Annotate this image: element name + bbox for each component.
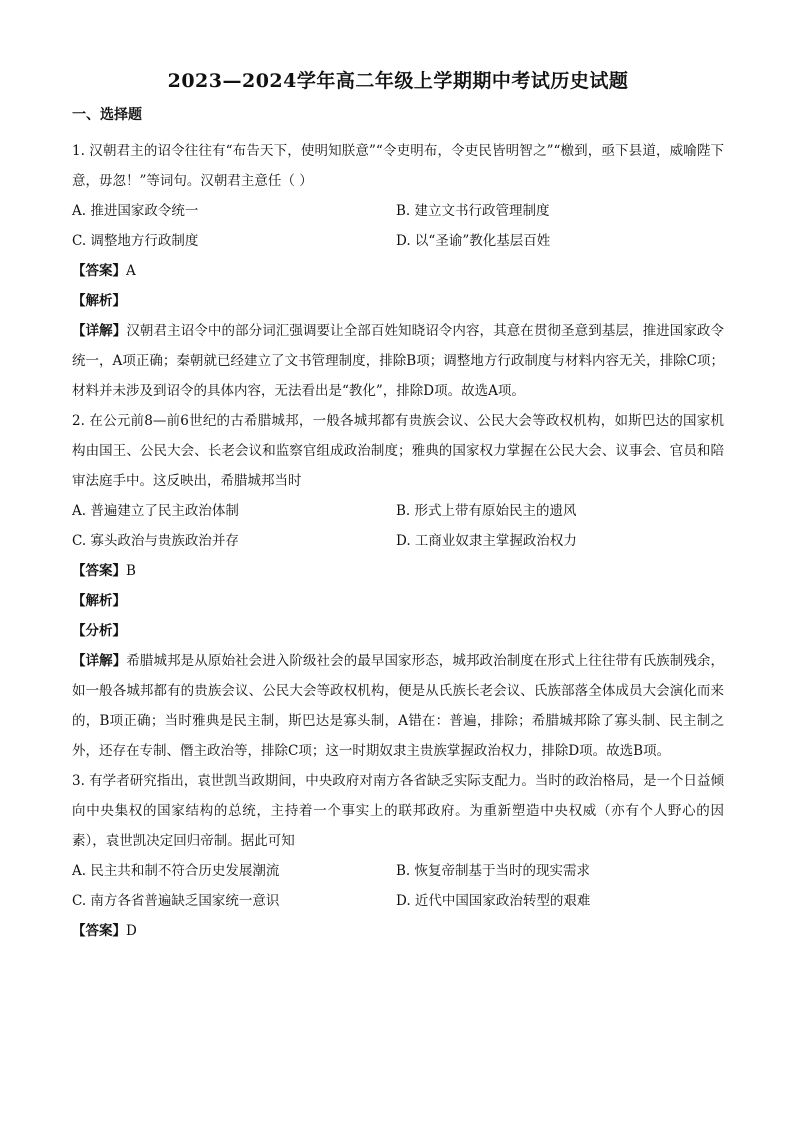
option-c: C. 寡头政治与贵族政治并存 [72, 533, 239, 549]
options-grid [72, 856, 724, 916]
breakdown-label: 【分析】 [72, 623, 126, 639]
answer-line [72, 916, 724, 946]
detail-label: 【详解】 [72, 653, 127, 669]
page-title: 2023—2024学年高二年级上学期期中考试历史试题 [167, 70, 629, 92]
section-heading: 一、选择题 [72, 107, 142, 123]
analysis-line [72, 286, 724, 316]
detail-paragraph [72, 646, 724, 766]
option-a: A. 民主共和制不符合历史发展潮流 [72, 863, 280, 879]
detail-paragraph [72, 316, 724, 406]
option-b: B. 恢复帝制基于当时的现实需求 [396, 863, 591, 879]
analysis-label: 【解析】 [72, 593, 126, 609]
question-stem: 3. 有学者研究指出，袁世凯当政期间，中央政府对南方各省缺乏实际支配力。当时的政治格局，是一个日益倾向中央集权的国家结构的总统，主持着一个事实上的联邦政府。为重新塑造中央权威（亦有个人野心的因素），袁世凯决定回归帝制。据此可知 [72, 773, 724, 849]
detail-label: 【详解】 [72, 323, 127, 339]
option-a: A. 推进国家政令统一 [72, 203, 199, 219]
question-stem: 2. 在公元前8—前6世纪的古希腊城邦，一般各城邦都有贵族会议、公民大会等政权机构，如斯巴达的国家机构由国王、公民大会、长老会议和监察官组成政治制度；雅典的国家权力掌握在公民大会、议事会、官员和陪审法庭手中。这反映出，希腊城邦当时 [72, 413, 724, 489]
option-b: B. 形式上带有原始民主的遗风 [396, 503, 577, 519]
option-b: B. 建立文书行政管理制度 [396, 203, 550, 219]
option-d: D. 以“圣谕”教化基层百姓 [396, 233, 551, 249]
answer-line [72, 256, 724, 286]
detail-text: 希腊城邦是从原始社会进入阶级社会的最早国家形态，城邦政治制度在形式上往往带有氏族制残余，如一般各城邦都有的贵族会议、公民大会等政权机构，便是从氏族长老会议、氏族部落全体成员大会演化而来的，B项正确；当时雅典是民主制，斯巴达是寡头制，A错在：普遍，排除；希腊城邦除了寡头制、民主制之外，还存在专制、僭主政治等，排除C项；这一时期奴隶主贵族掌握政治权力，排除D项。故选B项。 [72, 653, 725, 759]
question-stem: 1. 汉朝君主的诏令往往有“布告天下，使明知朕意”“令吏明布，令吏民皆明智之”“檄到，亟下县道，威喻陛下意，毋忽！”等词句。汉朝君主意任（ ） [72, 143, 724, 189]
option-c: C. 调整地方行政制度 [72, 233, 199, 249]
option-c: C. 南方各省普遍缺乏国家统一意识 [72, 893, 280, 909]
analysis-label: 【解析】 [72, 293, 126, 309]
answer-value: A [126, 263, 136, 279]
option-d: D. 近代中国国家政治转型的艰难 [396, 893, 591, 909]
question-2 [72, 406, 724, 766]
breakdown-line [72, 616, 724, 646]
answer-value: D [126, 923, 137, 939]
analysis-line [72, 586, 724, 616]
options-grid [72, 196, 724, 256]
answer-line [72, 556, 724, 586]
answer-label: 【答案】 [72, 563, 126, 579]
exam-page [72, 66, 724, 946]
options-grid [72, 496, 724, 556]
answer-label: 【答案】 [72, 263, 126, 279]
detail-text: 汉朝君主诏令中的部分词汇强调要让全部百姓知晓诏令内容，其意在贯彻圣意到基层，推进国家政令统一，A项正确；秦朝就已经建立了文书管理制度，排除B项；调整地方行政制度与材料内容无关，排除C项；材料并未涉及到诏令的具体内容，无法看出是“教化”，排除D项。故选A项。 [72, 323, 725, 399]
question-3 [72, 766, 724, 946]
question-1 [72, 136, 724, 406]
option-a: A. 普遍建立了民主政治体制 [72, 503, 239, 519]
answer-label: 【答案】 [72, 923, 126, 939]
answer-value: B [126, 563, 136, 579]
option-d: D. 工商业奴隶主掌握政治权力 [396, 533, 577, 549]
